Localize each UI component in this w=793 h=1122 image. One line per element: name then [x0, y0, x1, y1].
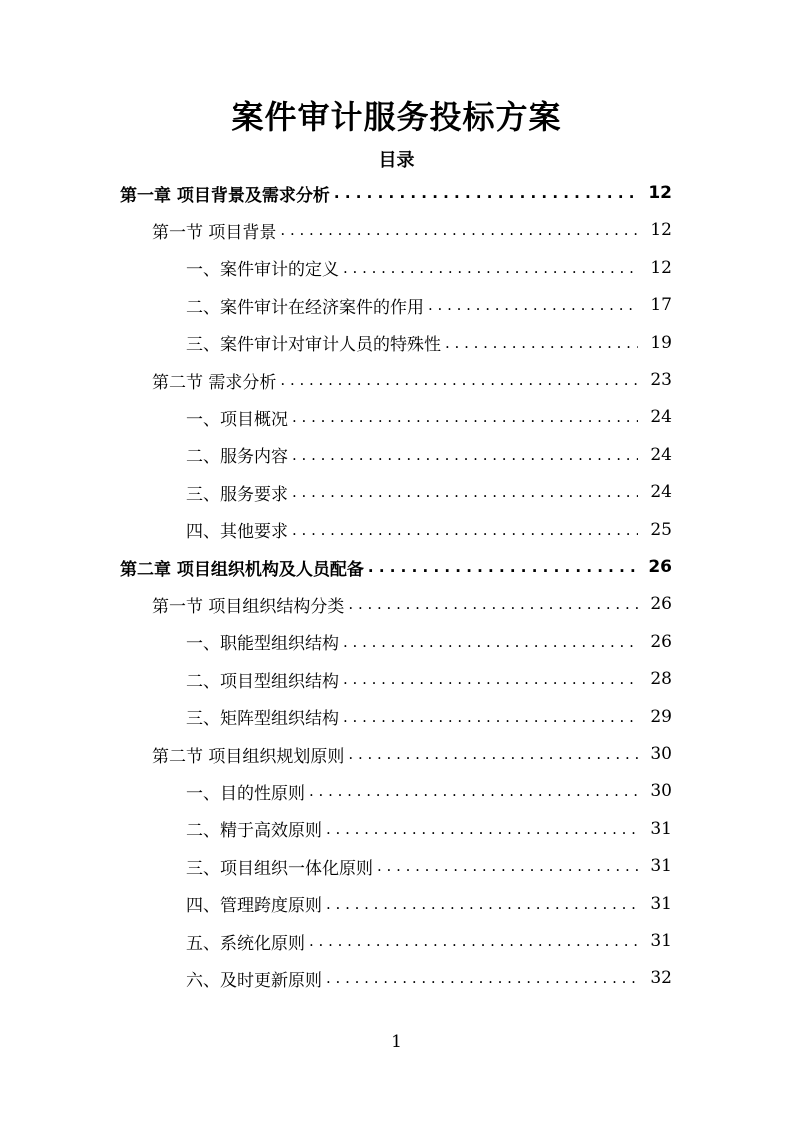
toc-entry-page: 12: [650, 257, 672, 278]
toc-subsection[interactable]: [186, 624, 672, 660]
toc-dot-leader: [292, 446, 638, 464]
toc-dot-leader: [334, 184, 638, 202]
toc-entry-page: 30: [650, 781, 672, 802]
toc-section[interactable]: [152, 362, 672, 398]
toc-entry-page: 28: [650, 669, 672, 690]
toc-entry-page: 25: [650, 519, 672, 540]
toc-dot-leader: [348, 745, 638, 763]
toc-dot-leader: [280, 371, 638, 389]
document-title: 案件审计服务投标方案: [231, 98, 562, 136]
toc-entry-label: 第一章 项目背景及需求分析: [120, 185, 330, 206]
toc-subsection[interactable]: [186, 287, 672, 323]
toc-dot-leader: [292, 483, 638, 501]
toc-entry-label: 三、服务要求: [186, 484, 288, 505]
toc-subsection[interactable]: [186, 512, 672, 548]
toc-dot-leader: [368, 558, 638, 576]
toc-entry-page: 31: [650, 931, 672, 951]
toc-entry-page: 12: [648, 183, 672, 203]
toc-entry-label: 一、项目概况: [186, 409, 288, 430]
toc-entry-label: 一、职能型组织结构: [186, 634, 339, 655]
toc-entry-label: 三、项目组织一体化原则: [186, 858, 373, 879]
toc-entry-label: 四、管理跨度原则: [186, 896, 322, 917]
toc-entry-label: 二、案件审计在经济案件的作用: [186, 297, 424, 318]
toc-subsection[interactable]: [186, 399, 672, 435]
toc-entry-page: 23: [650, 370, 672, 390]
toc-subsection[interactable]: [186, 811, 672, 847]
toc-subsection[interactable]: [186, 773, 672, 809]
toc-dot-leader: [309, 932, 638, 950]
toc-entry-page: 24: [650, 444, 672, 465]
toc-entry-label: 一、案件审计的定义: [186, 260, 339, 281]
toc-entry-label: 三、案件审计对审计人员的特殊性: [186, 335, 441, 356]
toc-entry-page: 31: [650, 856, 672, 877]
toc-subsection[interactable]: [186, 848, 672, 884]
toc-dot-leader: [326, 969, 638, 987]
toc-subsection[interactable]: [186, 699, 672, 735]
toc-dot-leader: [428, 296, 638, 314]
toc-dot-leader: [343, 633, 638, 651]
toc-dot-leader: [343, 670, 638, 688]
toc-entry-page: 26: [650, 594, 672, 615]
toc-entry-page: 31: [650, 818, 672, 839]
toc-entry-page: 32: [650, 968, 672, 989]
toc-entry-page: 29: [650, 706, 672, 727]
toc-dot-leader: [343, 259, 638, 277]
toc-entry-label: 第一节 项目背景: [152, 222, 277, 243]
toc-entry-label: 四、其他要求: [186, 522, 288, 543]
toc-subsection[interactable]: [186, 474, 672, 510]
toc-dot-leader: [326, 820, 638, 838]
page-number: 1: [391, 1032, 402, 1052]
toc-subsection[interactable]: [186, 923, 672, 959]
toc-subsection[interactable]: [186, 325, 672, 361]
toc-entry-page: 12: [650, 220, 672, 241]
toc-entry-page: 19: [650, 332, 672, 353]
toc-subsection[interactable]: [186, 437, 672, 473]
toc-entry-label: 二、项目型组织结构: [186, 671, 339, 692]
toc-subsection[interactable]: [186, 661, 672, 697]
toc-entry-label: 第一节 项目组织结构分类: [152, 596, 345, 617]
toc-dot-leader: [280, 221, 638, 239]
toc-entry-label: 第二节 需求分析: [152, 372, 277, 393]
toc-dot-leader: [309, 782, 638, 800]
toc-entry-label: 五、系统化原则: [186, 933, 305, 954]
toc-heading: 目录: [378, 150, 415, 171]
toc-entry-label: 三、矩阵型组织结构: [186, 709, 339, 730]
toc-entry-label: 第二节 项目组织规划原则: [152, 746, 345, 767]
toc-subsection[interactable]: [186, 250, 672, 286]
toc-dot-leader: [292, 521, 638, 539]
toc-entry-label: 一、目的性原则: [186, 783, 305, 804]
toc-chapter[interactable]: [120, 175, 672, 211]
toc-dot-leader: [348, 595, 638, 613]
toc-entry-page: 26: [650, 631, 672, 652]
toc-subsection[interactable]: [186, 960, 672, 996]
toc-dot-leader: [377, 857, 638, 875]
toc-entry-page: 26: [648, 557, 672, 577]
toc-entry-label: 二、服务内容: [186, 447, 288, 468]
toc-section[interactable]: [152, 736, 672, 772]
toc-entry-page: 31: [650, 893, 672, 914]
toc-entry-label: 二、精于高效原则: [186, 821, 322, 842]
toc-dot-leader: [292, 408, 638, 426]
toc-subsection[interactable]: [186, 886, 672, 922]
toc-entry-label: 第二章 项目组织机构及人员配备: [120, 559, 364, 580]
toc-entry-page: 24: [650, 407, 672, 428]
toc-entry-page: 30: [650, 744, 672, 764]
toc-section[interactable]: [152, 586, 672, 622]
toc-entry-page: 17: [650, 295, 672, 316]
toc-dot-leader: [445, 334, 638, 352]
toc-dot-leader: [343, 708, 638, 726]
toc-entry-label: 六、及时更新原则: [186, 970, 322, 991]
toc-dot-leader: [326, 895, 638, 913]
toc-entry-page: 24: [650, 482, 672, 503]
toc-chapter[interactable]: [120, 549, 672, 585]
toc-section[interactable]: [152, 212, 672, 248]
